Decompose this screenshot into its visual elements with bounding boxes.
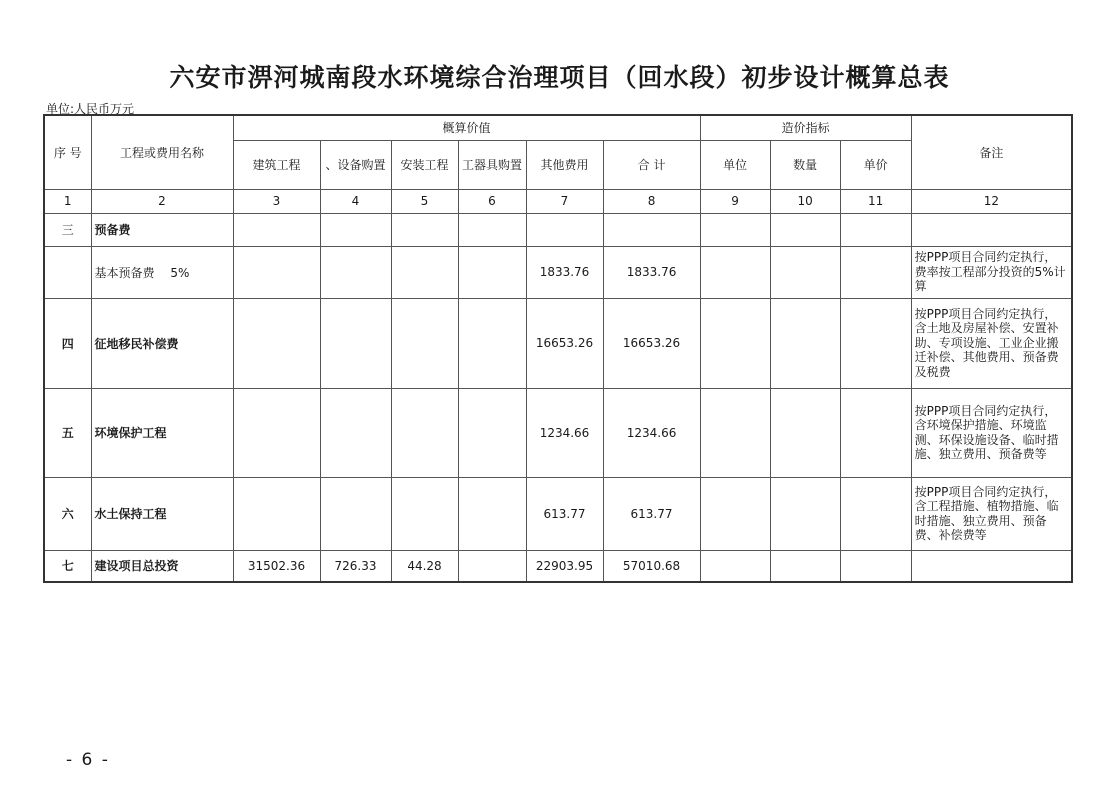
- row-total: 57010.68: [603, 550, 700, 582]
- table-row: [44, 246, 1072, 298]
- row-equipment: [320, 298, 391, 388]
- header-tools: 工器具购置: [458, 140, 526, 189]
- row-equipment: [320, 213, 391, 246]
- row-equipment: [320, 246, 391, 298]
- page-title: 六安市淠河城南段水环境综合治理项目（回水段）初步设计概算总表: [169, 63, 950, 92]
- row-installation: [391, 246, 458, 298]
- row-remark: 按PPP项目合同约定执行，含土地及房屋补偿、安置补助、专项设施、工业企业搬迁补偿、其他费用、预备费及税费: [911, 298, 1072, 388]
- row-remark: 按PPP项目合同约定执行，费率按工程部分投资的5%计算: [911, 246, 1072, 298]
- col-number: 1: [44, 189, 91, 213]
- row-installation: [391, 213, 458, 246]
- col-number: 8: [603, 189, 700, 213]
- row-name: 征地移民补偿费: [91, 298, 233, 388]
- header-other: 其他费用: [526, 140, 603, 189]
- col-number: 9: [700, 189, 770, 213]
- row-name: 建设项目总投资: [91, 550, 233, 582]
- row-construction: [233, 246, 320, 298]
- row-total: [603, 213, 700, 246]
- row-seq: 三: [44, 213, 91, 246]
- row-construction: [233, 213, 320, 246]
- header-quantity: 数量: [770, 140, 840, 189]
- estimate-table: [43, 114, 1073, 583]
- row-construction: [233, 388, 320, 477]
- header-construction: 建筑工程: [233, 140, 320, 189]
- row-construction: 31502.36: [233, 550, 320, 582]
- row-tools: [458, 477, 526, 550]
- table-row: [44, 550, 1072, 582]
- row-tools: [458, 213, 526, 246]
- row-total: 16653.26: [603, 298, 700, 388]
- row-remark: 按PPP项目合同约定执行，含工程措施、植物措施、临时措施、独立费用、预备费、补偿费等: [911, 477, 1072, 550]
- row-quantity: [770, 550, 840, 582]
- row-unit: [700, 477, 770, 550]
- col-number: 10: [770, 189, 840, 213]
- table-row: [44, 388, 1072, 477]
- table-row: [44, 298, 1072, 388]
- row-unit-price: [840, 213, 911, 246]
- row-total: 1833.76: [603, 246, 700, 298]
- col-number: 7: [526, 189, 603, 213]
- row-other: 22903.95: [526, 550, 603, 582]
- row-tools: [458, 388, 526, 477]
- unit-label: 单位:人民币万元: [46, 102, 135, 116]
- row-construction: [233, 298, 320, 388]
- header-estimate-group: 概算价值: [233, 115, 700, 140]
- row-seq: 四: [44, 298, 91, 388]
- row-quantity: [770, 388, 840, 477]
- row-installation: [391, 388, 458, 477]
- page-number: - 6 -: [66, 750, 110, 770]
- row-seq: 六: [44, 477, 91, 550]
- row-total: 613.77: [603, 477, 700, 550]
- row-installation: [391, 477, 458, 550]
- col-number: 4: [320, 189, 391, 213]
- row-unit: [700, 550, 770, 582]
- header-remarks: 备注: [911, 115, 1072, 189]
- row-seq: 七: [44, 550, 91, 582]
- row-unit-price: [840, 388, 911, 477]
- header-equipment: 、设备购置: [320, 140, 391, 189]
- table-row: [44, 213, 1072, 246]
- row-unit: [700, 246, 770, 298]
- header-name: 工程或费用名称: [91, 115, 233, 189]
- row-equipment: [320, 477, 391, 550]
- row-unit: [700, 213, 770, 246]
- row-installation: [391, 298, 458, 388]
- row-tools: [458, 246, 526, 298]
- col-number: 6: [458, 189, 526, 213]
- row-name: 水土保持工程: [91, 477, 233, 550]
- row-equipment: 726.33: [320, 550, 391, 582]
- row-other: [526, 213, 603, 246]
- row-name: 环境保护工程: [91, 388, 233, 477]
- header-unit: 单位: [700, 140, 770, 189]
- row-remark: [911, 213, 1072, 246]
- row-name: 基本预备费 5%: [91, 246, 233, 298]
- header-seq: 序 号: [44, 115, 91, 189]
- row-equipment: [320, 388, 391, 477]
- row-unit: [700, 298, 770, 388]
- header-total: 合 计: [603, 140, 700, 189]
- header-row-1: [44, 115, 1072, 140]
- row-name: 预备费: [91, 213, 233, 246]
- row-unit-price: [840, 298, 911, 388]
- col-number: 2: [91, 189, 233, 213]
- header-unit-price: 单价: [840, 140, 911, 189]
- row-total: 1234.66: [603, 388, 700, 477]
- table-row: [44, 477, 1072, 550]
- column-number-row: [44, 189, 1072, 213]
- col-number: 12: [911, 189, 1072, 213]
- row-unit-price: [840, 477, 911, 550]
- col-number: 5: [391, 189, 458, 213]
- row-seq: [44, 246, 91, 298]
- row-remark: [911, 550, 1072, 582]
- row-quantity: [770, 298, 840, 388]
- col-number: 3: [233, 189, 320, 213]
- row-construction: [233, 477, 320, 550]
- row-installation: 44.28: [391, 550, 458, 582]
- row-other: 613.77: [526, 477, 603, 550]
- row-other: 16653.26: [526, 298, 603, 388]
- row-unit-price: [840, 246, 911, 298]
- row-tools: [458, 298, 526, 388]
- header-installation: 安装工程: [391, 140, 458, 189]
- row-other: 1833.76: [526, 246, 603, 298]
- row-quantity: [770, 477, 840, 550]
- row-tools: [458, 550, 526, 582]
- header-index-group: 造价指标: [700, 115, 911, 140]
- row-other: 1234.66: [526, 388, 603, 477]
- row-seq: 五: [44, 388, 91, 477]
- row-remark: 按PPP项目合同约定执行，含环境保护措施、环境监测、环保设施设备、临时措施、独立费用、预备费等: [911, 388, 1072, 477]
- col-number: 11: [840, 189, 911, 213]
- row-unit: [700, 388, 770, 477]
- row-quantity: [770, 246, 840, 298]
- row-quantity: [770, 213, 840, 246]
- row-unit-price: [840, 550, 911, 582]
